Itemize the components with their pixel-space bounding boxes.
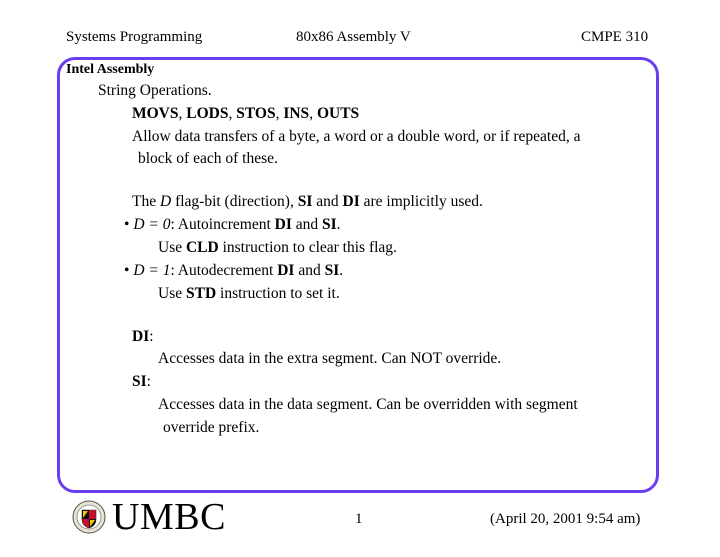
di-register: DI (342, 193, 360, 210)
di-heading (132, 328, 154, 346)
description-line-2: block of each of these. (138, 150, 278, 167)
text: and (291, 216, 323, 233)
umbc-logo (72, 498, 226, 536)
bullet-icon: • (124, 216, 130, 233)
text: flag-bit (direction), (171, 193, 298, 210)
instr-std: STD (185, 285, 217, 302)
header-course-code: CMPE 310 (581, 29, 649, 45)
text: Use (158, 285, 186, 302)
std-line (158, 285, 340, 303)
si-description-2: override prefix. (163, 419, 260, 436)
description-line-1: Allow data transfers of a byte, a word or a double word, or if repeated, a (132, 128, 581, 145)
bullet-icon: • (124, 262, 130, 279)
text: instruction to clear this flag. (218, 239, 397, 256)
text: are implicitly used. (359, 193, 483, 210)
condition: D = 0 (133, 216, 171, 233)
footer-date: (April 20, 2001 9:54 am) (490, 511, 641, 527)
si-heading (132, 373, 151, 391)
si-label: SI (132, 373, 147, 390)
instruction-list (132, 105, 359, 123)
cld-line (158, 239, 397, 257)
condition: D = 1 (133, 262, 171, 279)
instr-stos: STOS (236, 105, 276, 122)
di-register: DI (274, 216, 292, 233)
header-course: Systems Programming (66, 29, 203, 45)
sep: , (228, 105, 237, 122)
bullet-autodecrement (124, 262, 343, 280)
di-register: DI (277, 262, 295, 279)
text: instruction to set it. (216, 285, 340, 302)
university-seal-icon (72, 500, 106, 534)
instr-movs: MOVS (132, 105, 179, 122)
text: and (312, 193, 343, 210)
instr-outs: OUTS (316, 105, 360, 122)
text: The (132, 193, 160, 210)
si-register: SI (324, 262, 340, 279)
logo-wordmark: UMBC (112, 496, 226, 538)
header-topic: 80x86 Assembly V (296, 29, 411, 45)
instr-cld: CLD (185, 239, 219, 256)
si-register: SI (297, 193, 313, 210)
di-label: DI (132, 328, 150, 345)
text: : (146, 373, 151, 390)
text: . (336, 216, 341, 233)
page-number: 1 (355, 511, 363, 527)
instr-ins: INS (283, 105, 310, 122)
sep: , (275, 105, 284, 122)
bullet-autoincrement (124, 216, 341, 234)
instr-lods: LODS (186, 105, 229, 122)
text: : (149, 328, 154, 345)
subtitle: String Operations. (98, 82, 212, 99)
text: Use (158, 239, 186, 256)
section-title: Intel Assembly (66, 62, 155, 77)
sep: , (178, 105, 187, 122)
dflag-line (132, 193, 483, 211)
text: and (294, 262, 325, 279)
si-description-1: Accesses data in the data segment. Can be overridden with segment (158, 396, 578, 413)
sep: , (309, 105, 317, 122)
si-register: SI (322, 216, 337, 233)
d-flag: D (159, 193, 172, 210)
text: . (339, 262, 344, 279)
di-description: Accesses data in the extra segment. Can NOT override. (158, 350, 502, 367)
text: : Autoincrement (170, 216, 275, 233)
text: : Autodecrement (170, 262, 278, 279)
